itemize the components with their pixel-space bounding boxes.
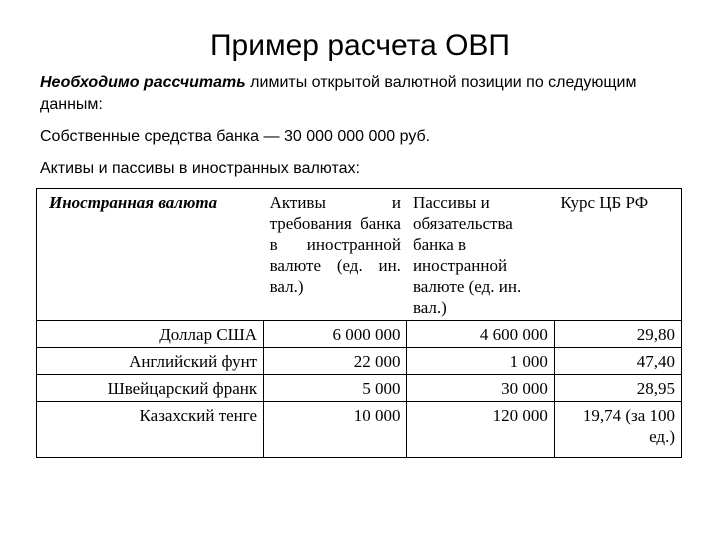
header-currency: Иностранная валюта xyxy=(37,189,264,321)
cell-rate: 29,80 xyxy=(554,321,681,348)
page-title: Пример расчета ОВП xyxy=(209,29,510,62)
cell-assets: 5 000 xyxy=(264,375,407,402)
intro-paragraph xyxy=(40,72,680,116)
header-liabilities: Пассивы и обязательства банка в иностранной валюте (ед. ин. вал.) xyxy=(407,189,554,321)
currency-table xyxy=(36,188,682,458)
header-rate: Курс ЦБ РФ xyxy=(554,189,681,321)
assets-line: Активы и пассивы в иностранных валютах: xyxy=(40,160,360,177)
cell-assets: 10 000 xyxy=(264,402,407,458)
cell-currency: Доллар США xyxy=(37,321,264,348)
cell-currency: Казахский тенге xyxy=(37,402,264,458)
cell-liabilities: 1 000 xyxy=(407,348,554,375)
equity-line: Собственные средства банка — 30 000 000 000 руб. xyxy=(40,128,431,145)
table-row xyxy=(37,348,682,375)
cell-currency: Английский фунт xyxy=(37,348,264,375)
cell-rate: 19,74 (за 100 ед.) xyxy=(554,402,681,458)
table-row xyxy=(37,402,682,458)
header-assets: Активы и требования банка в иностранной валюте (ед. ин. вал.) xyxy=(264,189,407,321)
table-header-row xyxy=(37,189,682,321)
cell-liabilities: 120 000 xyxy=(407,402,554,458)
intro-rest: лимиты открытой валютной позиции по следующим данным: xyxy=(40,74,637,113)
cell-liabilities: 4 600 000 xyxy=(407,321,554,348)
cell-rate: 28,95 xyxy=(554,375,681,402)
table-row xyxy=(37,321,682,348)
table-row xyxy=(37,375,682,402)
intro-emphasis: Необходимо рассчитать xyxy=(40,74,246,91)
cell-assets: 22 000 xyxy=(264,348,407,375)
cell-liabilities: 30 000 xyxy=(407,375,554,402)
cell-rate: 47,40 xyxy=(554,348,681,375)
cell-assets: 6 000 000 xyxy=(264,321,407,348)
cell-currency: Швейцарский франк xyxy=(37,375,264,402)
